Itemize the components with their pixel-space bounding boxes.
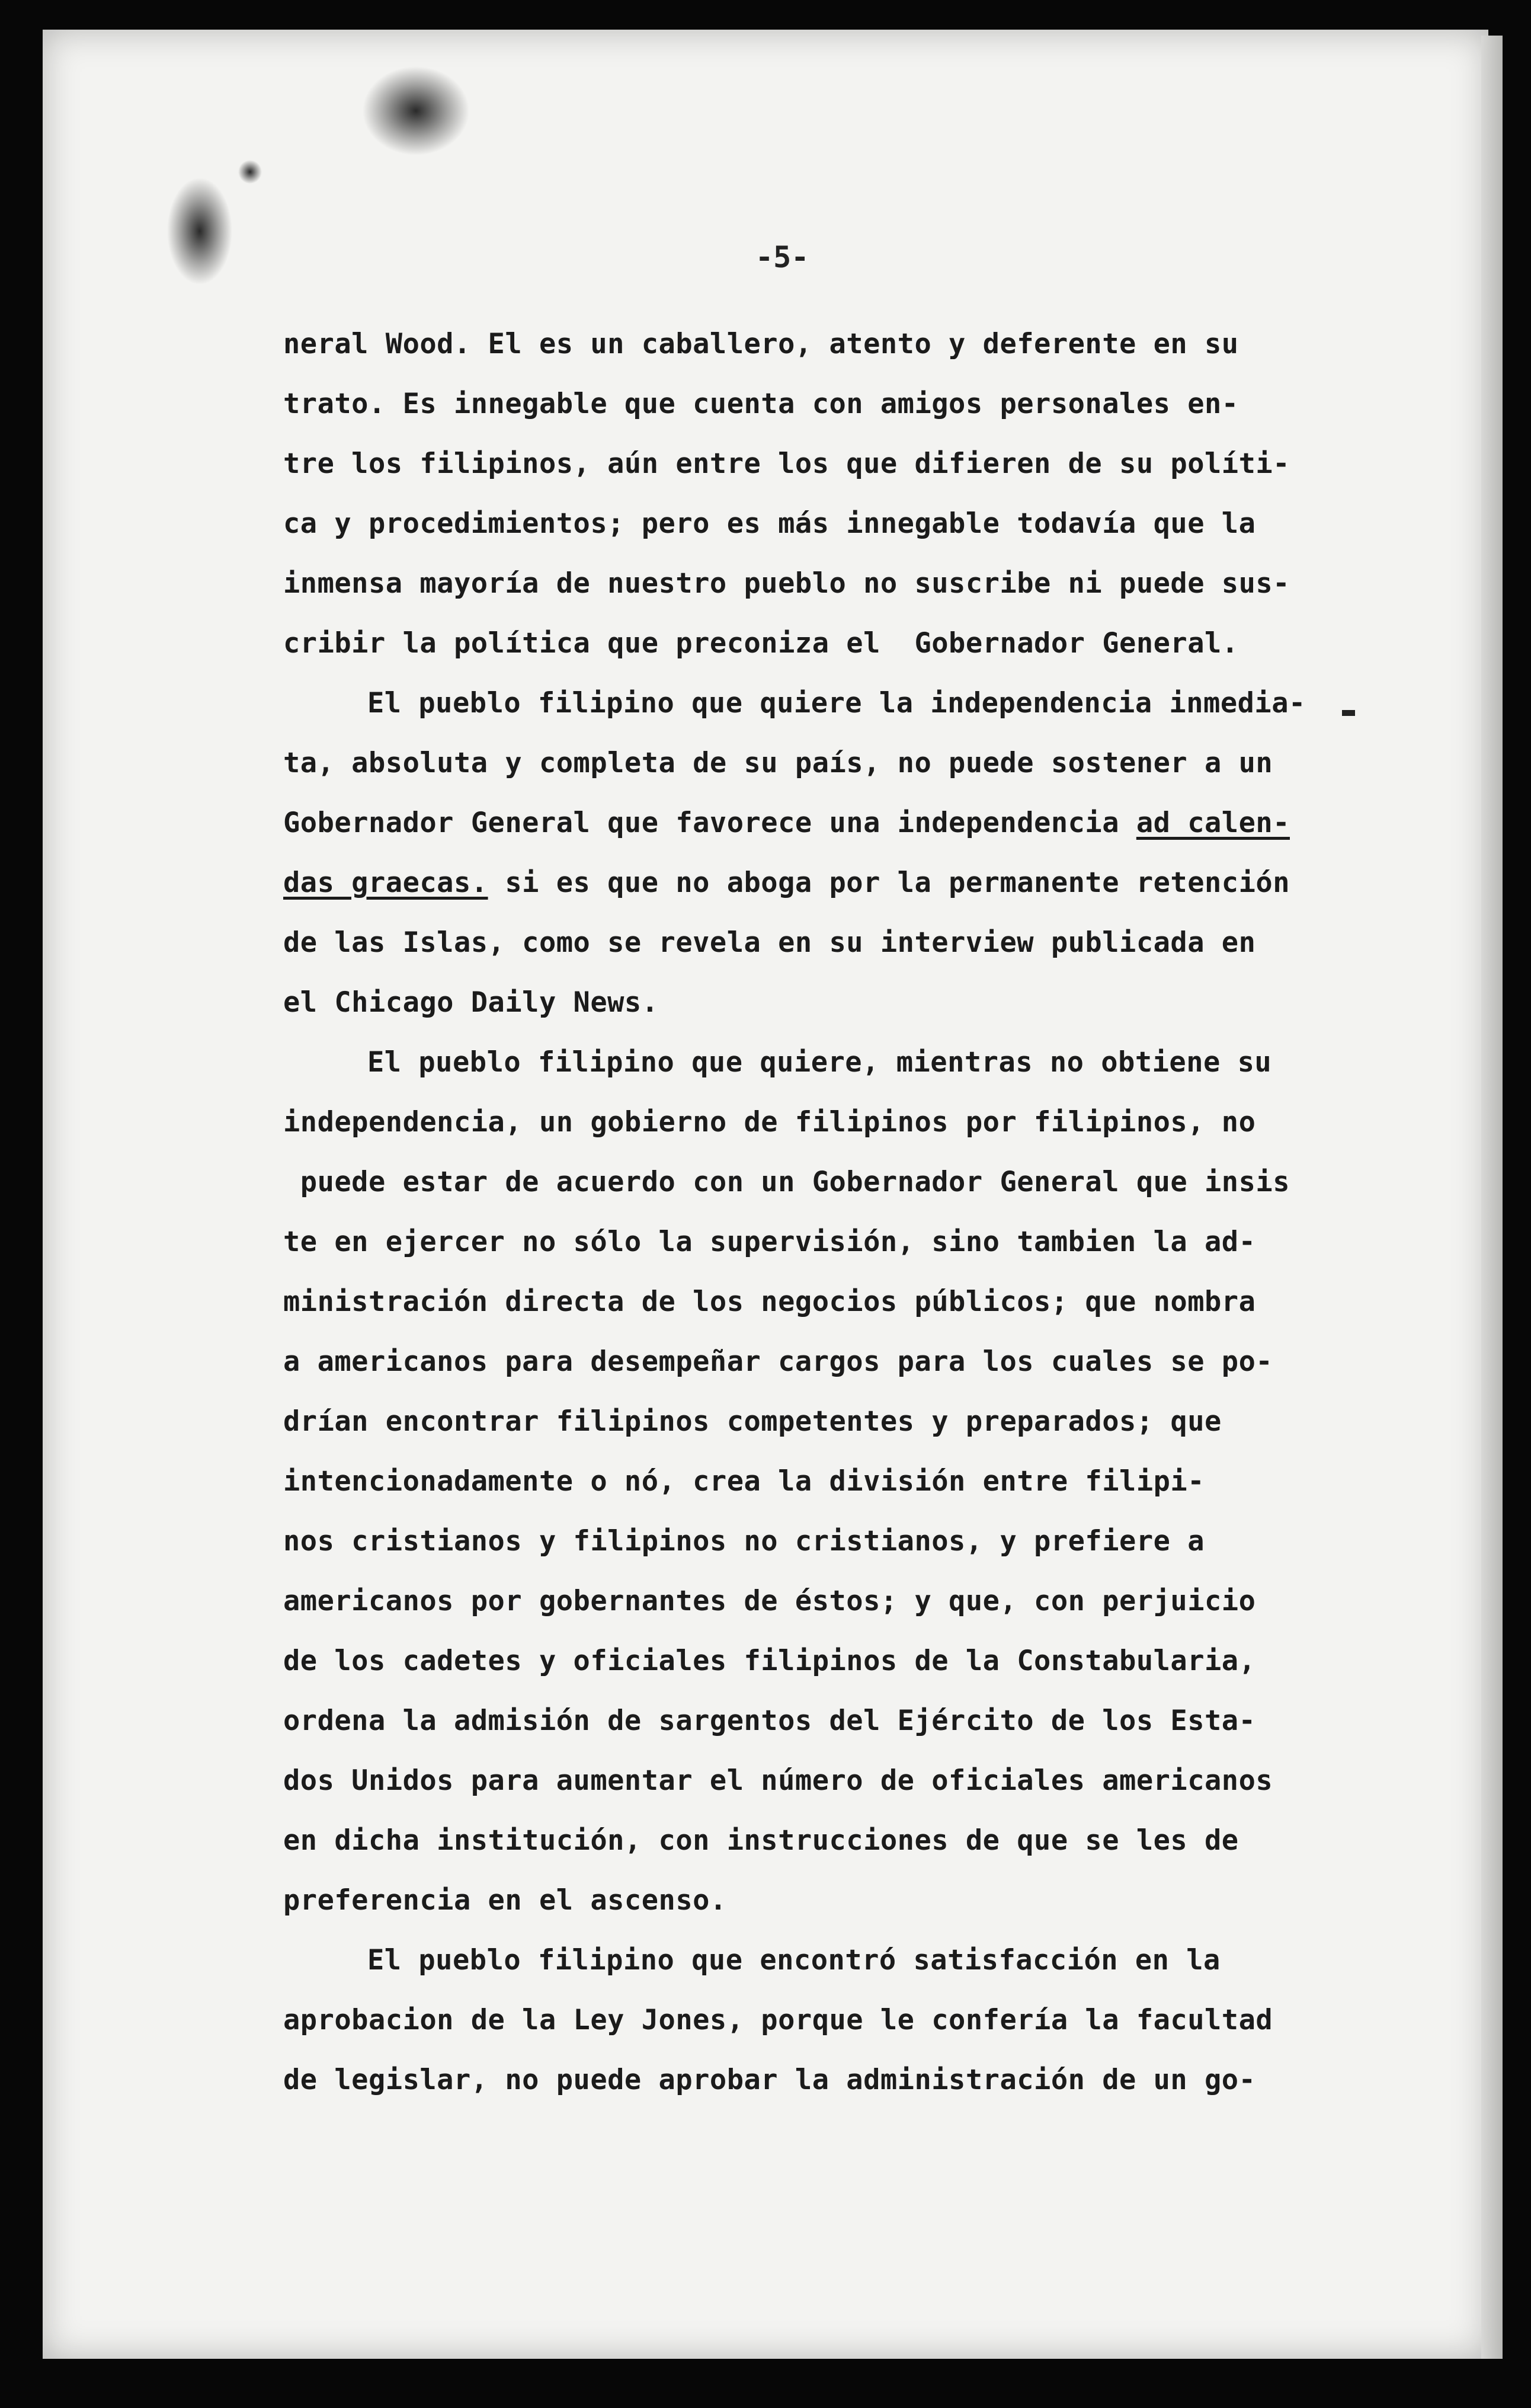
text-line: el Chicago Daily News. [283, 986, 659, 1019]
text-line: de las Islas, como se revela en su interview publicada en [283, 926, 1256, 959]
ink-smudge [167, 178, 232, 284]
paper-edge [1481, 36, 1503, 2359]
text-line: nos cristianos y filipinos no cristianos, y prefiere a [283, 1525, 1205, 1558]
text-line: americanos por gobernantes de éstos; y que, con perjuicio [283, 1585, 1256, 1617]
text-line: intencionadamente o nó, crea la división entre filipi- [283, 1465, 1205, 1498]
paragraph-start-line: El pueblo filipino que quiere, mientras no obtiene su [367, 1046, 1272, 1079]
text-line: aprobacion de la Ley Jones, porque le confería la facultad [283, 2004, 1273, 2036]
typewritten-body [283, 314, 1350, 2110]
text-line: trato. Es innegable que cuenta con amigos personales en- [283, 388, 1239, 420]
text-line: ordena la admisión de sargentos del Ejército de los Esta- [283, 1705, 1256, 1737]
text-line: de los cadetes y oficiales filipinos de la Constabularia, [283, 1645, 1256, 1677]
text-line: ca y procedimientos; pero es más innegable todavía que la [283, 507, 1256, 540]
text-line: puede estar de acuerdo con un Gobernador General que insis [283, 1166, 1290, 1198]
text-line [283, 853, 1350, 913]
text-line: dos Unidos para aumentar el número de oficiales americanos [283, 1764, 1273, 1797]
text-line: de legislar, no puede aprobar la administración de un go- [283, 2064, 1256, 2096]
text-line: preferencia en el ascenso. [283, 1884, 727, 1917]
text-segment: si es que no aboga por la permanente retención [488, 866, 1290, 899]
text-line: tre los filipinos, aún entre los que difieren de su políti- [283, 447, 1290, 480]
text-line: en dicha institución, con instrucciones de que se les de [283, 1824, 1239, 1857]
text-line: a americanos para desempeñar cargos para los cuales se po- [283, 1345, 1273, 1378]
underlined-phrase: ad calen- [1136, 807, 1290, 839]
ink-smudge [363, 66, 469, 155]
underlined-phrase: das graecas. [283, 866, 488, 899]
text-segment: Gobernador General que favorece una independencia [283, 807, 1136, 839]
text-line: cribir la política que preconiza el Gobernador General. [283, 627, 1239, 660]
text-line: te en ejercer no sólo la supervisión, sino tambien la ad- [283, 1226, 1256, 1258]
hyphen-mark [1342, 710, 1355, 716]
text-line [283, 793, 1350, 853]
text-line: inmensa mayoría de nuestro pueblo no suscribe ni puede sus- [283, 567, 1290, 600]
text-line: ta, absoluta y completa de su país, no puede sostener a un [283, 747, 1273, 779]
ink-smudge [238, 160, 262, 184]
text-line: neral Wood. El es un caballero, atento y deferente en su [283, 328, 1239, 360]
text-line: drían encontrar filipinos competentes y preparados; que [283, 1405, 1222, 1438]
text-line: ministración directa de los negocios públicos; que nombra [283, 1285, 1256, 1318]
paragraph-start-line: El pueblo filipino que quiere la independencia inmedia- [367, 687, 1306, 719]
text-line: independencia, un gobierno de filipinos por filipinos, no [283, 1106, 1256, 1139]
page-number: -5- [755, 240, 809, 274]
paragraph-start-line: El pueblo filipino que encontró satisfacción en la [367, 1944, 1221, 1977]
